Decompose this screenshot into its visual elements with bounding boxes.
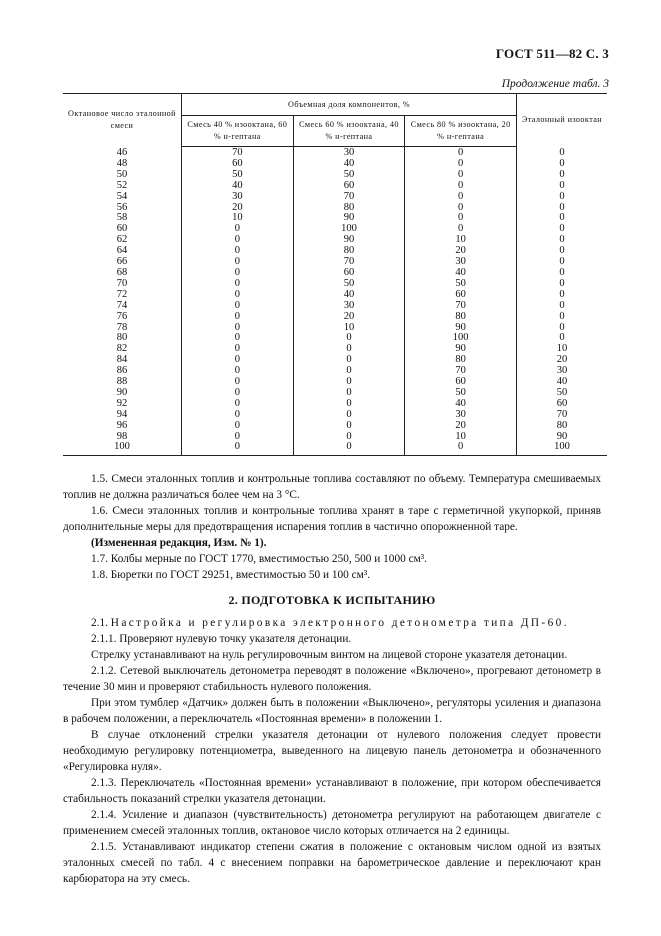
table-row [63,323,607,334]
cell-mix60: 30 [293,301,405,312]
cell-mix80: 30 [405,410,517,421]
cell-octane: 76 [116,310,128,322]
table-row [63,170,607,181]
cell-mix40: 70 [182,147,294,159]
cell-octane: 48 [116,157,128,169]
cell-mix40: 0 [182,301,294,312]
paragraph-2-1-2-deviation: В случае отклонений стрелки указателя детонации от нулевого положения следует провести необходимую регулировку потенциометра, выведенного на лицевую панель детонометра и обозначенного «Регулировка нуля». [63,729,601,773]
table-row [63,181,607,192]
cell-mix60: 0 [293,432,405,443]
cell-mix40: 0 [182,268,294,279]
cell-mix80: 60 [405,377,517,388]
table-row [63,192,607,203]
paragraph-2-1-5: 2.1.5. Устанавливают индикатор степени сжатия в положение с октановым числом одной из взятых эталонных смесей по табл. 4 с внесением поправки на барометрическое давление и переключают кран карбюратора на эту смесь. [63,841,601,885]
cell-mix60: 0 [293,388,405,399]
cell-octane: 58 [116,212,128,224]
cell-mix80: 20 [405,246,517,257]
table-row [63,432,607,443]
edition-note: (Измененная редакция, Изм. № 1). [91,537,267,549]
paragraph-1-6: 1.6. Смеси эталонных топлив и контрольные топлива хранят в таре с герметичной укупоркой, приняв дополнительные меры для предотвращения испарения топлив в частично опорожненной таре. [63,505,601,533]
col-header-volume-share: Объемная доля компонентов, % [182,94,517,116]
cell-etalon: 0 [517,147,608,159]
cell-mix80: 40 [405,268,517,279]
paragraph-1-7: 1.7. Колбы мерные по ГОСТ 1770, вместимостью 250, 500 и 1000 см³. [91,553,427,565]
cell-mix40: 20 [182,203,294,214]
table-row [63,301,607,312]
cell-mix80: 70 [405,366,517,377]
cell-mix60: 50 [293,279,405,290]
cell-mix80: 80 [405,355,517,366]
cell-octane: 56 [116,201,128,213]
table-row [63,377,607,388]
cell-mix60: 0 [293,366,405,377]
cell-etalon: 20 [517,355,608,366]
cell-mix80: 40 [405,399,517,410]
paragraph-2-1-3: 2.1.3. Переключатель «Постоянная времени» устанавливают в положение, при котором обеспечивается стабильность показаний стрелки указателя детонации. [63,777,601,805]
cell-mix60: 40 [293,290,405,301]
paragraph-2-1-heading: Настройка и регулировка электронного детонометра типа ДП-60. [110,617,569,629]
cell-etalon: 0 [517,257,608,268]
cell-etalon: 0 [517,246,608,257]
table-row [63,257,607,268]
cell-mix60: 0 [293,333,405,344]
cell-octane: 90 [116,386,128,398]
cell-etalon: 0 [517,181,608,192]
cell-etalon: 0 [517,213,608,224]
cell-mix40: 30 [182,192,294,203]
cell-mix40: 0 [182,410,294,421]
cell-octane: 66 [116,256,128,268]
cell-mix40: 50 [182,170,294,181]
cell-etalon: 0 [517,224,608,235]
table-row [63,279,607,290]
cell-mix40: 0 [182,333,294,344]
table-row [63,366,607,377]
cell-etalon: 0 [517,279,608,290]
cell-mix80: 90 [405,323,517,334]
cell-mix40: 0 [182,279,294,290]
cell-etalon: 50 [517,388,608,399]
cell-octane: 78 [116,321,128,333]
col-header-mix60: Смесь 60 % изооктана, 40 % н-гептана [293,116,405,147]
table-row [63,147,607,159]
table-row [63,344,607,355]
cell-octane: 72 [116,288,128,300]
cell-mix80: 0 [405,170,517,181]
cell-mix60: 90 [293,213,405,224]
table-row [63,246,607,257]
cell-mix60: 0 [293,344,405,355]
cell-mix80: 50 [405,388,517,399]
cell-mix60: 60 [293,268,405,279]
cell-etalon: 0 [517,301,608,312]
cell-mix40: 0 [182,246,294,257]
cell-mix40: 0 [182,377,294,388]
paragraph-1-8: 1.8. Бюретки по ГОСТ 29251, вместимостью 50 и 100 см³. [91,569,371,581]
cell-mix40: 0 [182,399,294,410]
cell-mix60: 70 [293,192,405,203]
paragraph-2-1 [63,615,601,631]
table-row [63,442,607,455]
cell-octane: 52 [116,179,128,191]
cell-octane: 46 [116,146,128,158]
table-row [63,290,607,301]
col-header-octane: Октановое число эталонной смеси [63,94,182,147]
cell-mix40: 0 [182,290,294,301]
cell-octane: 88 [116,376,128,388]
table-row [63,224,607,235]
cell-mix80: 70 [405,301,517,312]
cell-etalon: 0 [517,268,608,279]
cell-etalon: 0 [517,235,608,246]
cell-etalon: 10 [517,344,608,355]
cell-mix60: 70 [293,257,405,268]
table-row [63,410,607,421]
cell-octane: 84 [116,354,128,366]
cell-mix60: 40 [293,159,405,170]
cell-octane: 62 [116,234,128,246]
cell-octane: 98 [116,430,128,442]
cell-mix80: 50 [405,279,517,290]
table-row [63,388,607,399]
cell-etalon: 0 [517,192,608,203]
paragraph-2-1-1: 2.1.1. Проверяют нулевую точку указателя детонации. [91,633,352,645]
table-row [63,355,607,366]
table-continuation-caption: Продолжение табл. 3 [501,78,609,90]
cell-octane: 92 [116,397,128,409]
cell-etalon: 40 [517,377,608,388]
cell-etalon: 0 [517,323,608,334]
cell-octane: 70 [116,277,128,289]
cell-mix80: 0 [405,147,517,159]
cell-mix60: 0 [293,410,405,421]
cell-mix80: 0 [405,203,517,214]
cell-octane: 94 [116,408,128,420]
cell-octane: 86 [116,365,128,377]
cell-mix60: 0 [293,377,405,388]
cell-octane: 50 [116,168,128,180]
cell-mix80: 0 [405,224,517,235]
cell-octane: 60 [116,223,128,235]
cell-octane: 74 [116,299,128,311]
paragraph-2-1-number: 2.1. [91,617,108,629]
cell-mix40: 0 [182,344,294,355]
cell-mix80: 100 [405,333,517,344]
cell-mix80: 90 [405,344,517,355]
cell-mix80: 30 [405,257,517,268]
cell-mix40: 0 [182,257,294,268]
cell-mix60: 10 [293,323,405,334]
octane-mix-table [63,93,607,456]
table-row [63,213,607,224]
cell-mix40: 0 [182,312,294,323]
cell-mix60: 90 [293,235,405,246]
cell-etalon: 0 [517,170,608,181]
cell-mix40: 0 [182,323,294,334]
cell-mix40: 0 [182,235,294,246]
cell-mix60: 50 [293,170,405,181]
cell-mix60: 60 [293,181,405,192]
cell-octane: 68 [116,266,128,278]
paragraph-2-1-2: 2.1.2. Сетевой выключатель детонометра переводят в положение «Включено», прогревают детонометр в течение 30 мин и проверяют стабильность нулевого положения. [63,665,601,693]
cell-mix40: 0 [182,388,294,399]
paragraph-2-1-4: 2.1.4. Усиление и диапазон (чувствительность) детонометра регулируют на работающем двигателе с применением смесей эталонных топлив, октановое число которых отличается на 2 единицы. [63,809,601,837]
page-header-doc-id: ГОСТ 511—82 С. 3 [495,46,609,61]
cell-mix40: 0 [182,421,294,432]
col-header-mix80: Смесь 80 % изооктана, 20 % н-гептана [405,116,517,147]
table-row [63,421,607,432]
table-row [63,159,607,170]
cell-mix40: 0 [182,442,294,455]
table-row [63,399,607,410]
cell-mix80: 0 [405,442,517,455]
cell-etalon: 0 [517,312,608,323]
table-row [63,312,607,323]
cell-mix40: 0 [182,355,294,366]
cell-mix80: 0 [405,213,517,224]
cell-mix60: 0 [293,442,405,455]
cell-etalon: 100 [517,442,608,455]
cell-mix80: 10 [405,235,517,246]
cell-mix80: 0 [405,181,517,192]
cell-etalon: 0 [517,333,608,344]
cell-mix40: 40 [182,181,294,192]
cell-etalon: 90 [517,432,608,443]
cell-mix60: 80 [293,246,405,257]
cell-etalon: 0 [517,290,608,301]
cell-etalon: 70 [517,410,608,421]
cell-mix80: 20 [405,421,517,432]
col-header-etalon-isooctane: Эталонный изооктан [517,94,608,147]
cell-mix60: 0 [293,421,405,432]
col-header-mix40: Смесь 40 % изооктана, 60 % н-гептана [182,116,294,147]
cell-etalon: 0 [517,159,608,170]
cell-mix60: 0 [293,399,405,410]
table-row [63,203,607,214]
cell-octane: 54 [116,190,128,202]
cell-mix40: 0 [182,366,294,377]
cell-mix40: 0 [182,432,294,443]
cell-octane: 100 [63,442,182,455]
paragraph-2-1-2-cont: При этом тумблер «Датчик» должен быть в положении «Выключено», регуляторы усиления и диапазона в рабочем положении, а переключатель «Постоянная времени» в положении 1. [63,697,601,725]
cell-mix80: 60 [405,290,517,301]
cell-mix60: 100 [293,224,405,235]
cell-mix80: 80 [405,312,517,323]
cell-octane: 82 [116,343,128,355]
cell-octane: 80 [116,332,128,344]
cell-mix60: 20 [293,312,405,323]
cell-etalon: 60 [517,399,608,410]
cell-mix40: 10 [182,213,294,224]
table-row [63,333,607,344]
cell-mix40: 60 [182,159,294,170]
cell-mix80: 10 [405,432,517,443]
cell-octane: 64 [116,245,128,257]
table-row [63,235,607,246]
cell-mix40: 0 [182,224,294,235]
cell-etalon: 30 [517,366,608,377]
paragraph-1-5: 1.5. Смеси эталонных топлив и контрольные топлива составляют по объему. Температура смешиваемых топлив не должна различаться более чем на 3 °С. [63,473,601,501]
paragraph-2-1-1-cont: Стрелку устанавливают на нуль регулировочным винтом на лицевой стороне указателя детонации. [91,649,568,661]
cell-mix60: 0 [293,355,405,366]
table-body [63,147,607,456]
cell-octane: 96 [116,419,128,431]
cell-etalon: 0 [517,203,608,214]
document-body [63,471,601,887]
cell-mix80: 0 [405,159,517,170]
section-2-title: 2. ПОДГОТОВКА К ИСПЫТАНИЮ [228,593,436,607]
cell-etalon: 80 [517,421,608,432]
cell-mix60: 80 [293,203,405,214]
cell-mix60: 30 [293,147,405,159]
table-row [63,268,607,279]
cell-mix80: 0 [405,192,517,203]
